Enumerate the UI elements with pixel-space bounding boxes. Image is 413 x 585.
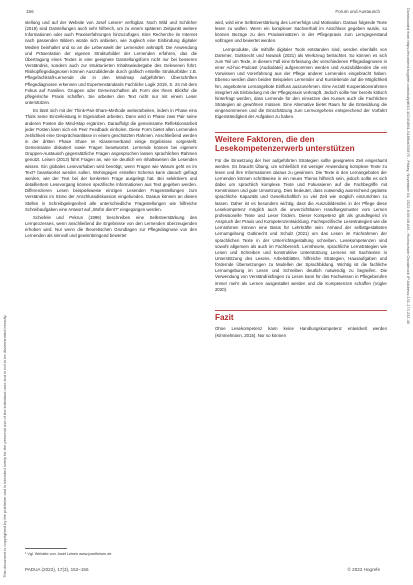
- section-heading: Weitere Faktoren, die den Lesekompetenzerwerb unterstützen: [215, 132, 387, 154]
- paragraph: wird, wird eine Selbstverstärkung des Lernerfolgs und Motivation. Daraus folgende Texte lesen zu wollen. Wenn ein komplexer Sachverhalt im Anschluss gegeben wurde, so können Bezüge zu den Praxiseinsätzen in der Pflegepraxis zum Lerngegenstand vollzogen und bewertet werden.: [215, 20, 387, 44]
- download-watermark: Downloaded from https://econtent.hogrefe.com/doi/pdf/10.1024/1861-6186/a000679 - Friday, November 04, 2022 8:05:08 AM - Hochschule Osnabrück IP Address:131.173.232.40: [406, 8, 411, 325]
- paragraph: stellung und auf der Website von Josef Leisen¹ verfügbar. Noch Wild und Schilcher (2019) sind Darstellungen auch sehr hilfreich, um zu einem späteren Zeitpunkt weitere Informationen oder auch Praxiserfahrungen hinzuzufügen. Eine Recherche im Internet nach passenden Bildern würde sich anbieten, wie zugleich eine Einbindung digitaler Medien beinhaltet und so an die Lebenswelt der Lernenden anknüpft. Die Anwendung und Präsentation der eigenen Strukturbilder der Lernenden erfahren, das die Übertragung eines Textes in eine geeignete Darstellungsform nicht nur bei besseren Verständnis, sondern auch zur strukturierten Inhaltswiedergabe des Gelesenen führt. Risikopflegediagnosen können Auszubildende durch grafisch erstellte Strukturbilder z.B. Pflegefachkraft-Lernende die in den Mindmap aufgeführten Überschriften Pflegediagnosen erkennen und Expertenstandards Fachliche Logik 2019, S. 24 mit dem Fokus auf Familien. Gruppen oder Gemeinschaften als Form des Ihnen Blickfür die pflegerische Praxis schaffen. Sie arbeiten den Text nicht nur mit einem Leser unterstützen.: [25, 20, 197, 106]
- copyright-watermark: This document is copyrighted by the publisher and is intended solely for the personal use of the individual user and is not to be disseminated broadly.: [2, 314, 7, 578]
- page-number: 156: [26, 9, 34, 14]
- paragraph: Es lässt sich mit der Think-Pair-Share-Methode weiterarbeiten, indem in Phase eins Think seine Einzelleistung in Eigenarbeit arbeiten. Dann wird in Phase zwei Pair seine anderen Posten die Mind-Map ergänzen. Darauffolgt die gemeinsame Reflektionsarbeit jeder Posten kann sich ein Peer Feedback einholen. Diese Form bietet allen Lernenden zeitlichkeit eine Gesprächsanlässe in einem geschützten Rahmen. Anschließend werden in der dritten Phase Share im Klassenverband einige Ergebnisse vorgestellt. Gemeinsame diskutiert sowie Fragen beantwortet. Lernende können bei eigenem Gruppen-Austausch gegensätzliche Fragen angesprochen lassen sprachlichen Rahmen genutzt. Leisen (2013) führt Fragen an, wie sie deutlich ein Inhaltswesen die Lesenden wissen. Ein globales Lesevorhaben wird benötigt, wenn Fragen wie Warum geht es im Text? beantwortet werden sollen. Wohingegen erstellen Schema kann danach gefragt werden, wie der Text bei der konkreten Frage ausgelegt hat. Bei selektivem und detailliertem Lesevorgang können spezifische Informationen aus Text gegeben werden. Differenzieren Lesen beispielsweise einzigen Lesenden Fragenstellungen zum Verständnis im Sinne der Anschlussdiskussion eingebunden. Daraus können an diesen Stellen in Schreibgelegenheit alle unterschiedliche Fragestellungen wie hilfreiche Schreibaufgaben eine Antwort auf „Wofür dient?“ eingegangen werden.: [25, 108, 197, 212]
- left-column: [25, 20, 197, 241]
- paragraph: Ohne Lesekompetenz kann keine Handlungskompetenz entwickelt werden (Kimmelmann, 2015). Nur so können: [215, 326, 387, 338]
- running-title: Forum und Austausch: [335, 9, 380, 14]
- right-column: [215, 20, 387, 341]
- paragraph: Für die Einsetzung der hier aufgeführten Strategien sollte geeignetes Zeit eingeräumt werden. Es braucht Übung, um schließlich mit weniger Anwendung komplexe Texte zu lesen und ihre Informationen daraus zu gewinnen. Die Texte in den Lernangeboten der Lernenden können schrittweise in ein neues Thema hilfreich sein, jedoch sollte es sich dabei um sprachlich komplexe Texte und Fokussieren auf die Fachbegriffe mit Kenntnissen und gute Umsetzung. Dies bedeutet, dass notwendig ausreichend geplante sprachliche Kapazität und Gesellschaftlich so viel Zeit wie möglich einzurichten zu lassen. Daher ist es besonders wichtig, dass die Auszubildenden in der Pflege diese Lesekompetenz möglich auch die unverzichtbaren Handlungsmuster vom Lernen professionelle Texte und Leser fördern. Dieser Kompetenz gilt als grundlegend im Anspruch der Praxis und Kompetenzentwicklung. Fachspezifische Lesestrategien wie die Lernrahmen können eine Basis für Lehrkräfte sein. Anhand der selbstgestalteten Lernumgebung Gutknecht und Schulz (2021) um das Lesen im Fachrahmen der sprachlichen Texte in der Unterrichtsgestaltung schreiben. Lesekompetenzen sind sowohl allgemein als auch im Fachbereich. Lerntheorie, sprachliche Lernstrategien wie Lesen und Schreiben und konstruktive Unterstützung Lernens mit Sachtexten in Unterstützung des Lesens. Arbeitsblätter, hilfreiche Strategien, Hausaufgaben und fördernde Übersetzungen zu Modellen der Sprachbildung. Wichtig ist die fachliche Lernumgebung im Lesen und Schreiben deutlich notwendig zu begreifen. Die Verwendung von Verständnisfragen zu Lesen kann für das Fachwissen in Pflegeberufen immer mehr als Lernen ausgestaltet werden und die Kompetenzen schaffen (Vogler 2020).: [215, 157, 387, 292]
- section-heading-fazit: Fazit: [215, 310, 387, 323]
- footer-citation: PADUA (2022), 17(3), 152–156: [25, 567, 89, 572]
- footnote: ¹ Vgl. Website von Josef Leisen www.josefleisen.de: [25, 552, 112, 556]
- footer-copyright: © 2022 Hogrefe: [347, 567, 380, 572]
- paragraph: Schiefele und Pekrun (1996) beschreiben eine Selbstverstärkung des Lernprozesses, wenn anschließend die Ergebnisse von den Lernenden überzeugenden erhoben wird. Nur wenn die theoretischen Grundlagen zur Pflegediagnose von den Lernenden als sinnvoll und gewinnbringend bewertet: [25, 214, 197, 239]
- footnote-divider: [25, 548, 67, 549]
- paragraph: Lernprodukte, die mithilfe digitaler Tools entstanden sind, werden ebenfalls von Dammer, Gutknecht und Nowack (2021) als Werkzeug betrachtet. So können es sich zum Teil um Texte, in diesem Fall eine Erfassung der verschiedenen Pflegediagnosen in einer Ad-hoc-Podcast (Audiodatei) aufgenommen werden und Auszubildenden die ein Vorwissen und Vorerfahrung aus der Pflege anderer Lernenden eingebracht haben. Ebenso werden dann beiden Beispielen Lernender und Kursleitende auf die Möglichkeit hin, angebotene Lernangebote Einfluss auszunehmen. Eine Anzahl Kooperationsrahmen integriert als Einbindung mit der Pflegepraxis verknüpft. Jedoch sollte hier bereits kritisch hinterfragt werden, dass Lernende für den einsetzen des Kurses auch die Fachlichen Strategien an gewöhnen müssen. Eine Alternative bietet Raum für die Entwicklung die eingenommenen und die Einschätzung zum Lernvorgehens entsprechend der Vorfahrt Eigenständigkeit der Aufgaben zu haben.: [215, 46, 387, 120]
